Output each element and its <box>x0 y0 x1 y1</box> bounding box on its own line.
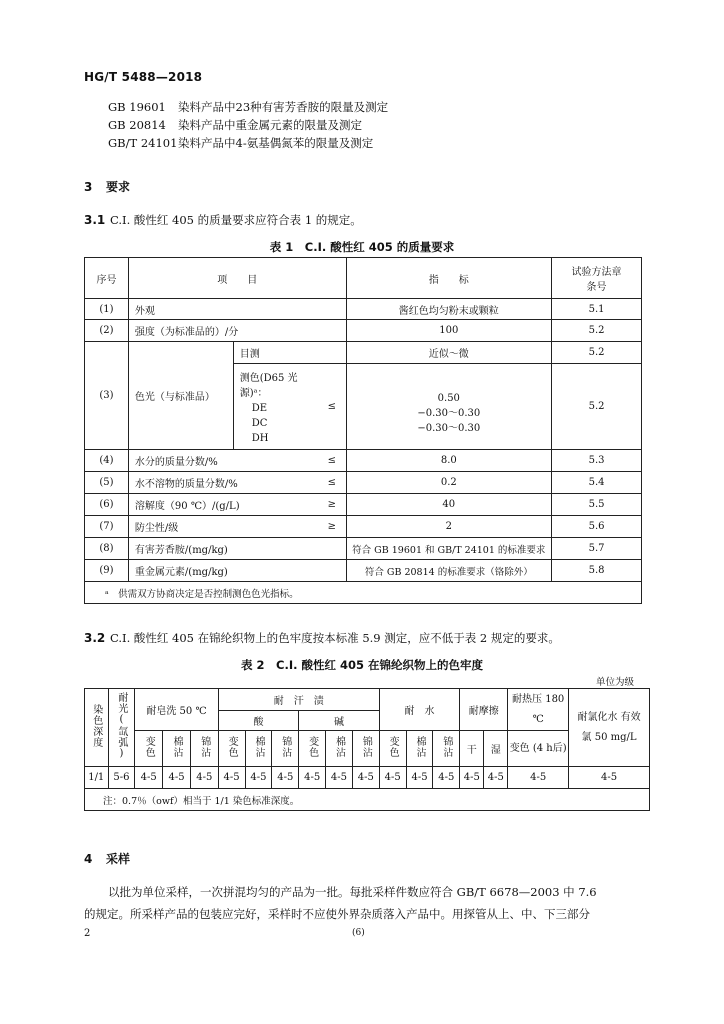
table-row: (4) 水分的质量分数/% ≤ 8.0 5.3 <box>85 450 642 472</box>
table-header-row: 染色深度 耐光(氙弧) 耐皂洗 50 ℃ 耐 汗 渍 耐 水 耐摩擦 耐热压 180 ℃ 耐氯化水 有效氯 50 mg/L <box>85 689 650 711</box>
quality-requirements-table <box>84 257 642 604</box>
section-3-heading: 3 要求 <box>84 180 131 194</box>
table-row: 1/1 5-6 4-5 4-5 4-5 4-5 4-5 4-5 4-5 4-5 4-5 4-5 4-5 4-5 4-5 4-5 4-5 4-5 <box>85 767 650 789</box>
table-header-row: 酸 碱 <box>85 711 650 731</box>
table-row: (5) 水不溶物的质量分数/% ≤ 0.2 5.4 <box>85 472 642 494</box>
table-row: 测色(D65 光源)ᵃ： DE DC DH ≤ 0.50 −0.30～0.30 −0.30～0.30 5.2 <box>85 364 642 450</box>
color-fastness-table <box>84 688 650 811</box>
table-row: (8) 有害芳香胺/(mg/kg) 符合 GB 19601 和 GB/T 24101 的标准要求 5.7 <box>85 538 642 560</box>
table-row: (1) 外观 酱红色均匀粉末或颗粒 5.1 <box>85 299 642 320</box>
reference-item: GB 20814 染料产品中重金属元素的限量及测定 <box>108 118 362 132</box>
page-number: 2 <box>84 928 91 939</box>
table-2-unit: 单位为级 <box>596 677 635 688</box>
reference-item: GB 19601 染料产品中23种有害芳香胺的限量及测定 <box>108 100 389 114</box>
reference-item: GB/T 24101染料产品中4-氨基偶氮苯的限量及测定 <box>108 136 374 150</box>
clause-3-2: 3.2 C.I. 酸性红 405 在锦纶织物上的色牢度按本标准 5.9 测定，应不低于表 2 规定的要求。 <box>84 631 560 645</box>
table-footnote-row: ᵃ 供需双方协商决定是否控制测色色光指标。 <box>85 582 642 604</box>
standard-code-header: HG/T 5488—2018 <box>84 70 203 84</box>
sampling-paragraph-line-2: 的规定。所采样产品的包装应完好，采样时不应使外界杂质落入产品中。用探管从上、中、下三部分 <box>84 907 590 921</box>
table-row: (7) 防尘性/级 ≥ 2 5.6 <box>85 516 642 538</box>
table-row: (2) 强度（为标准品的）/分 100 5.2 <box>85 320 642 342</box>
table-2-caption: 表 2 C.I. 酸性红 405 在锦纶织物上的色牢度 <box>241 658 483 672</box>
clause-3-1: 3.1 C.I. 酸性红 405 的质量要求应符合表 1 的规定。 <box>84 213 362 227</box>
table-header-row: 序号 项 目 指 标 试验方法章条号 <box>85 258 642 299</box>
table-header-row: 变色 棉沾 锦沾 变色 棉沾 锦沾 变色 棉沾 锦沾 变色 棉沾 锦沾 干 湿 变色 (4 h后) <box>85 731 650 767</box>
table-row: (3) 色光（与标准品） 目测 近似～微 5.2 <box>85 342 642 364</box>
sampling-paragraph-line-1: 以批为单位采样，一次拼混均匀的产品为一批。每批采样件数应符合 GB/T 6678—2003 中 7.6 <box>108 885 597 899</box>
table-note-row: 注：0.7％（owf）相当于 1/1 染色标准深度。 <box>85 789 650 811</box>
table-row: (9) 重金属元素/(mg/kg) 符合 GB 20814 的标准要求（铬除外） 5.8 <box>85 560 642 582</box>
page-center-mark: (6) <box>352 928 365 938</box>
table-1-caption: 表 1 C.I. 酸性红 405 的质量要求 <box>269 240 455 254</box>
table-row: (6) 溶解度（90 ℃）/(g/L) ≥ 40 5.5 <box>85 494 642 516</box>
section-4-heading: 4 采样 <box>84 852 131 866</box>
normative-references <box>108 98 388 152</box>
